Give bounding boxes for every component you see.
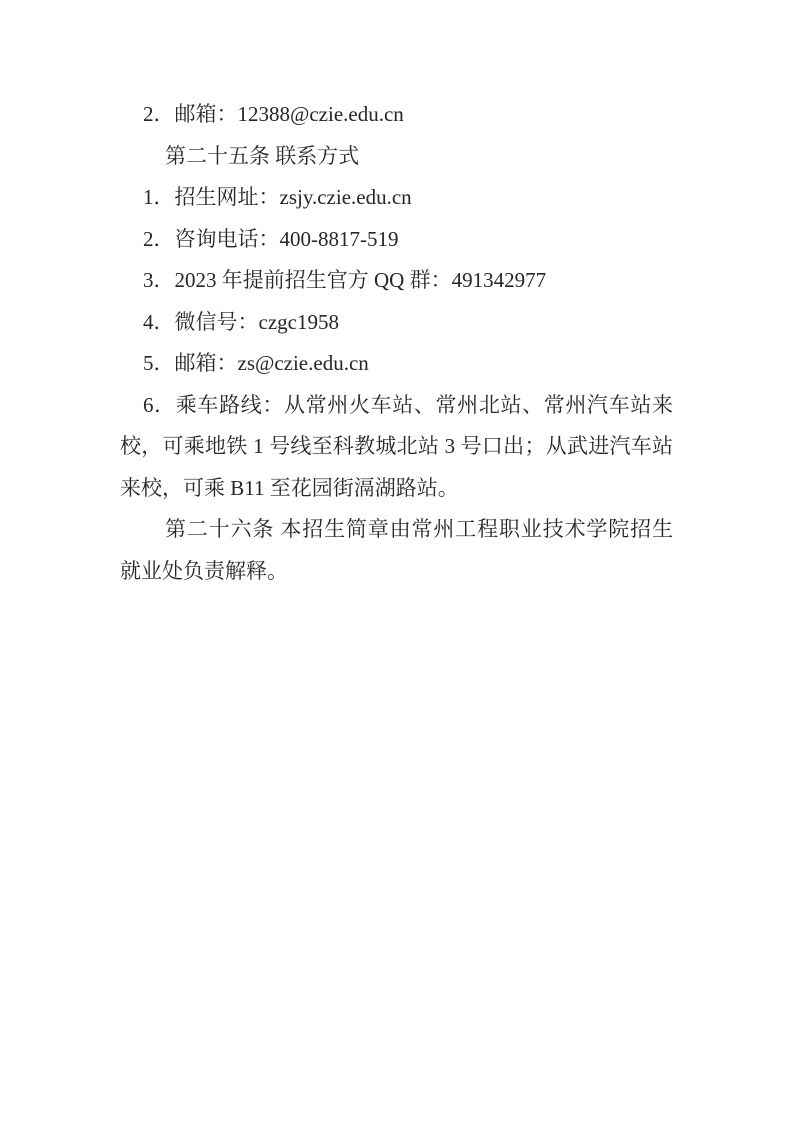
paragraph: 3．2023 年提前招生官方 QQ 群：491342977 [143,268,547,292]
paragraph: 第二十六条 本招生简章由常州工程职业技术学院招生就业处负责解释。 [120,517,673,583]
paragraph: 5．邮箱：zs@czie.edu.cn [143,351,369,375]
document-body [120,94,673,592]
paragraph: 第二十五条 联系方式 [165,143,360,168]
paragraph: 4．微信号：czgc1958 [143,309,339,334]
paragraph: 2．邮箱：12388@czie.edu.cn [143,102,404,126]
paragraph: 6．乘车路线：从常州火车站、常州北站、常州汽车站来校，可乘地铁 1 号线至科教城北站 3 号口出；从武进汽车站来校，可乘 B11 至花园街滆湖路站。 [120,392,673,500]
paragraph: 2．咨询电话：400-8817-519 [143,226,399,251]
paragraph: 1．招生网址：zsjy.czie.edu.cn [143,185,412,209]
